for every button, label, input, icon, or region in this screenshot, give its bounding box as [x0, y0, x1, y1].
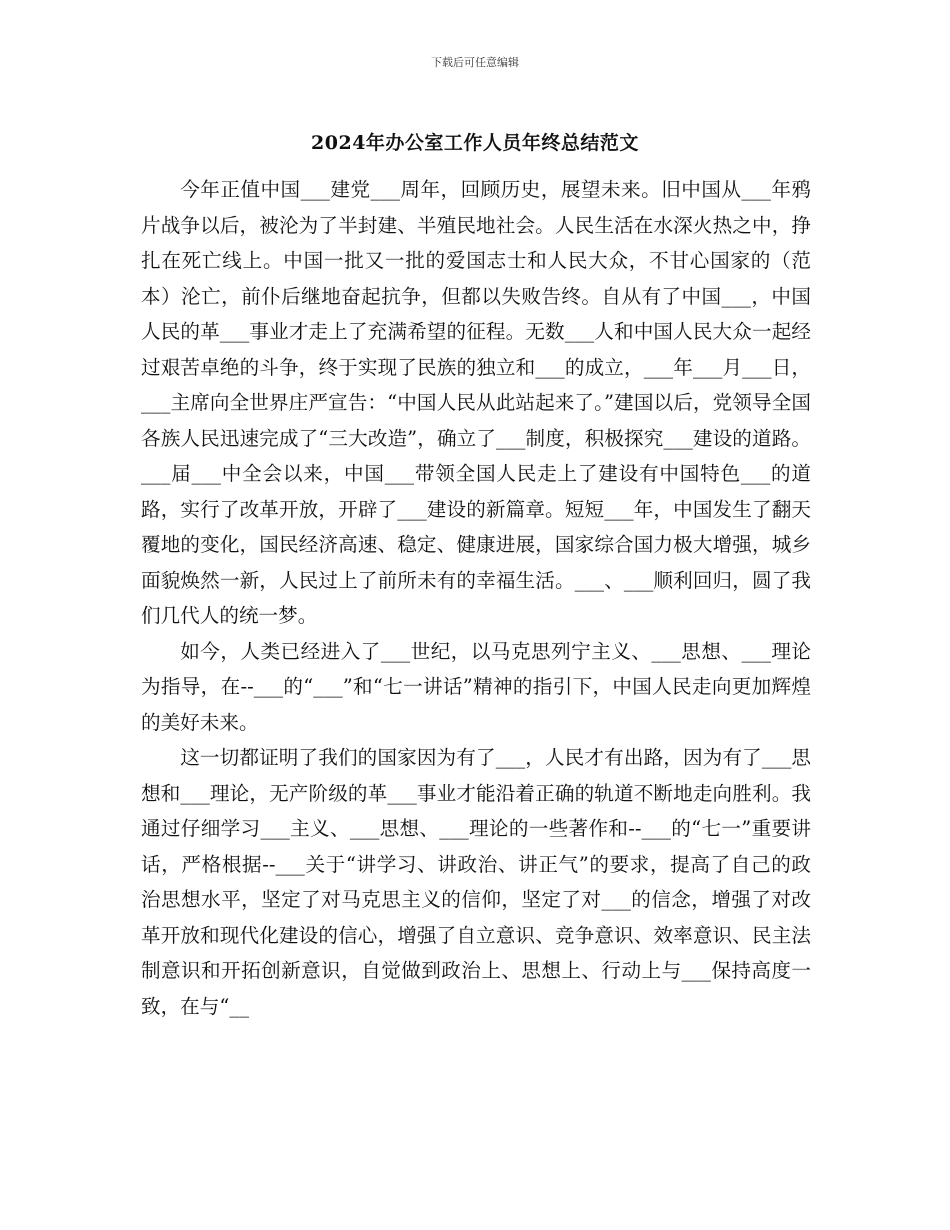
body-paragraph-2: 如今，人类已经进入了___世纪，以马克思列宁主义、___思想、___理论为指导，在--___的“___”和“七一讲话”精神的指引下，中国人民走向更加辉煌的美好未来。: [141, 639, 811, 734]
body-paragraph-1: 今年正值中国___建党___周年，回顾历史，展望未来。旧中国从___年鸦片战争以后，被沦为了半封建、半殖民地社会。人民生活在水深火热之中，挣扎在死亡线上。中国一批又一批的爱国志士和人民大众，不甘心国家的（范本）沦亡，前仆后继地奋起抗争，但都以失败告终。自从有了中国___，中国人民的革___事业才走上了充满希望的征程。无数___人和中国人民大众一起经过艰苦卓绝的斗争，终于实现了民族的独立和___的成立，___年___月___日，___主席向全世界庄严宣告：“中国人民从此站起来了。”建国以后，党领导全国各族人民迅速完成了“三大改造”，确立了___制度，积极探究___建设的道路。___届___中全会以来，中国___带领全国人民走上了建设有中国特色___的道路，实行了改革开放，开辟了___建设的新篇章。短短___年，中国发生了翻天覆地的变化，国民经济高速、稳定、健康进展，国家综合国力极大增强，城乡面貌焕然一新，人民过上了前所未有的幸福生活。___、___顺利回归，圆了我们几代人的统一梦。: [141, 178, 811, 627]
document-title: 2024年办公室工作人员年终总结范文: [311, 132, 639, 154]
body-paragraph-3: 这一切都证明了我们的国家因为有了___，人民才有出路，因为有了___思想和___理论，无产阶级的革___事业才能沿着正确的轨道不断地走向胜利。我通过仔细学习___主义、___思想、___理论的一些著作和--___的“七一”重要讲话，严格根据--___关于“讲学习、讲政治、讲正气”的要求，提高了自己的政治思想水平，坚定了对马克思主义的信仰，坚定了对___的信念，增强了对改革开放和现代化建设的信心，增强了自立意识、竞争意识、效率意识、民主法制意识和开拓创新意识，自觉做到政治上、思想上、行动上与___保持高度一致，在与“__: [141, 746, 811, 1018]
document-body: [141, 172, 811, 1024]
page-header-note: 下载后可任意编辑: [431, 56, 519, 69]
